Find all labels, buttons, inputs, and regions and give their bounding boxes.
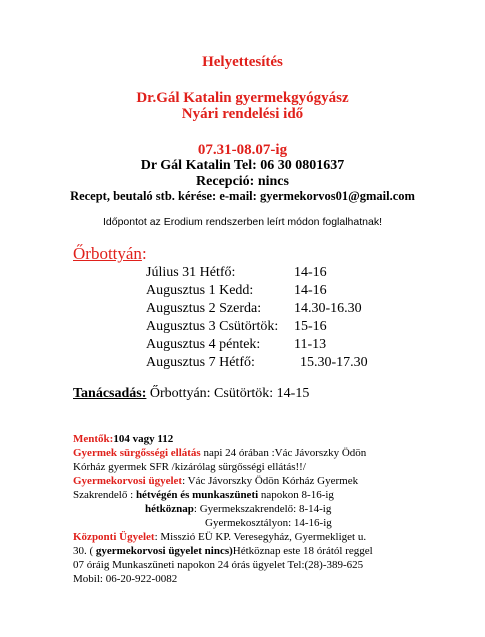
central-text: : Misszió EÜ KP. Veresegyház, Gyermekliget u. [154,531,367,543]
central-line-3: 07 óráig Munkaszüneti napokon 24 órás ügyelet Tel:(28)-389-625 [73,559,364,571]
schedule-day: Július 31 Hétfő: [146,265,236,280]
emergency-line-2: Kórház gyermek SFR /kizárólag sürgősségi ellátás!!/ [73,461,306,473]
advisory-label: Tanácsadás: [73,386,147,401]
schedule-time: 14-16 [294,265,327,280]
reception-line: Recepció: nincs [196,174,289,189]
weekday-text: : Gyermekszakrendelő: 8-14-ig [193,503,332,515]
schedule-day: Augusztus 7 Hétfő: [146,355,255,370]
date-range: 07.31-08.07-ig [197,142,288,158]
schedule-row [146,301,362,317]
schedule-row [146,319,327,335]
schedule-day: Augusztus 2 Szerda: [146,301,262,316]
email-line: Recept, beutaló stb. kérése: e-mail: gyermekorvos01@gmail.com [70,189,415,203]
duty-prefix: Szakrendelő : [73,489,136,501]
schedule-row [146,265,327,281]
duty-line-2 [73,488,334,502]
central-line [73,530,366,544]
schedule-day: Augusztus 4 péntek: [146,337,261,352]
ambulance-number: 104 vagy 112 [113,433,174,445]
duty-weekend-label: hétvégén és munkaszüneti [135,489,259,501]
location-colon: : [141,244,147,263]
schedule-row [146,337,327,353]
phone-line: Dr Gál Katalin Tel: 06 30 0801637 [140,158,345,173]
ambulance-line [73,432,173,446]
ward-line: Gyermekosztályon: 14-16-ig [205,517,332,529]
advisory-line [73,386,309,402]
weekday-label: hétköznap [145,503,194,515]
emergency-text: napi 24 órában :Vác Jávorszky Ödön [200,447,367,459]
schedule-row [146,283,327,299]
ambulance-label: Mentők: [73,433,114,445]
location-heading [73,244,147,264]
schedule-row [146,355,368,371]
central-no-duty: gyermekorvosi ügyelet nincs) [95,545,233,557]
office-hours-heading: Nyári rendelési idő [181,106,304,122]
duty-line [73,474,358,488]
booking-note: Időpontot az Erodium rendszerben leírt módon foglalhatnak! [102,216,382,228]
page-title: Helyettesítés [202,54,283,70]
central-hours: Hétköznap este 18 órától reggel [232,545,373,557]
weekday-line [145,502,331,516]
location-name: Őrbottyán [73,244,142,263]
emergency-label: Gyermek sürgősségi ellátás [73,447,201,459]
schedule-time: 11-13 [294,337,327,352]
schedule-time: 14.30-16.30 [294,301,362,316]
schedule-time: 15-16 [294,319,327,334]
schedule-day: Augusztus 3 Csütörtök: [146,319,279,334]
advisory-text: Őrbottyán: Csütörtök: 14-15 [149,386,310,401]
emergency-line [73,446,366,460]
duty-text: : Vác Jávorszky Ödön Kórház Gyermek [182,475,359,487]
duty-weekend-hours: napokon 8-16-ig [258,489,334,501]
schedule-time: 14-16 [294,283,327,298]
central-prefix: 30. ( [73,545,96,557]
schedule-time: 15.30-17.30 [300,355,368,370]
central-label: Központi Ügyelet [73,531,155,543]
doctor-heading: Dr.Gál Katalin gyermekgyógyász [136,90,349,106]
duty-label: Gyermekorvosi ügyelet [73,475,183,487]
central-line-2 [73,544,373,558]
schedule-day: Augusztus 1 Kedd: [146,283,254,298]
mobile-line: Mobil: 06-20-922-0082 [73,573,178,585]
